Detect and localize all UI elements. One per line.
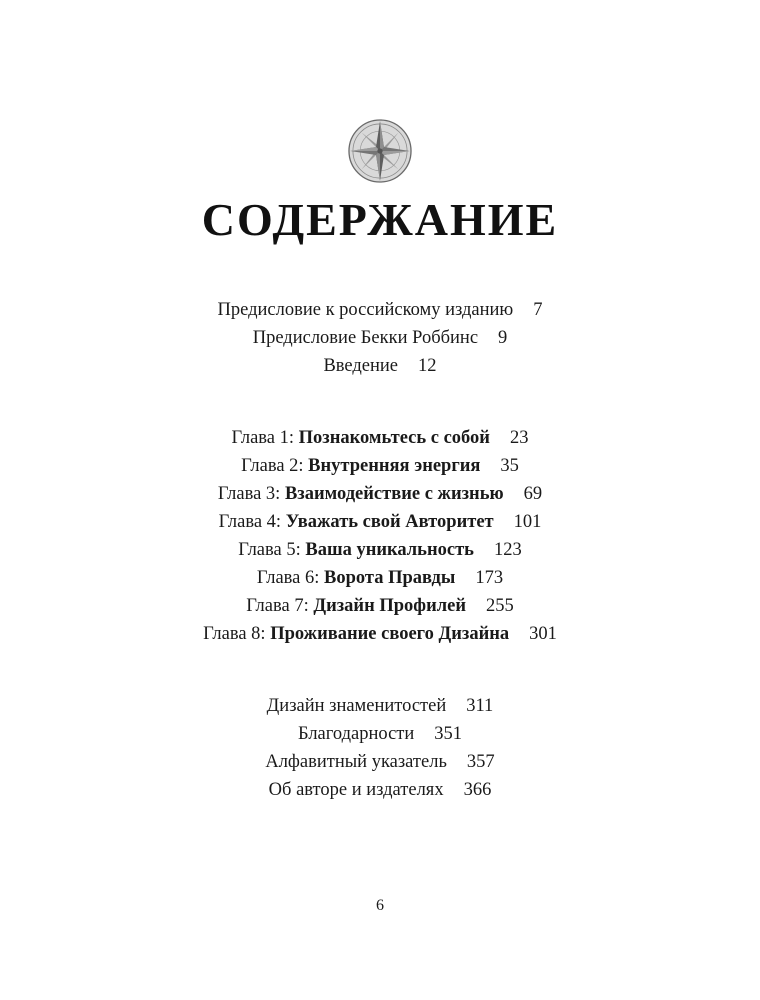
chapter-page: 255 — [486, 596, 514, 616]
compass-rose-icon — [347, 118, 413, 184]
toc-chapter-entry[interactable] — [0, 452, 760, 480]
toc-entry-title: Введение — [323, 356, 399, 376]
chapter-label: Глава 7: — [246, 596, 314, 616]
toc-entry-page: 357 — [466, 752, 495, 772]
chapter-title: Внутренняя энергия — [308, 456, 481, 476]
toc-entry-title: Благодарности — [297, 724, 415, 744]
toc-entry[interactable] — [0, 352, 760, 380]
page-title: СОДЕРЖАНИЕ — [201, 194, 559, 245]
chapter-page: 101 — [513, 512, 542, 532]
toc-chapter-entry[interactable] — [0, 620, 760, 648]
chapter-label: Глава 2: — [241, 456, 309, 476]
chapter-title: Взаимодействие с жизнью — [284, 484, 504, 504]
chapter-label: Глава 3: — [217, 484, 285, 504]
chapter-page: 35 — [500, 456, 519, 476]
toc-entry-title: Предисловие Бекки Роббинс — [252, 328, 479, 348]
chapter-page: 69 — [523, 484, 543, 504]
chapter-page: 23 — [509, 428, 529, 448]
front-matter-list — [0, 296, 760, 380]
chapter-label: Глава 1: — [231, 428, 299, 448]
toc-entry-page: 12 — [418, 356, 437, 376]
toc-entry[interactable] — [0, 324, 760, 352]
chapter-label: Глава 4: — [218, 512, 286, 532]
toc-entry-title: Об авторе и издателях — [268, 780, 444, 800]
toc-chapter-entry[interactable] — [0, 592, 760, 620]
toc-entry[interactable] — [0, 720, 760, 748]
toc-entry-title: Алфавитный указатель — [265, 752, 447, 772]
chapter-label: Глава 5: — [238, 540, 306, 560]
toc-entry-page: 9 — [498, 328, 508, 348]
chapter-title: Ворота Правды — [324, 568, 456, 588]
toc-entry[interactable] — [0, 776, 760, 804]
chapter-page: 173 — [475, 568, 504, 588]
toc-entry[interactable] — [0, 692, 760, 720]
toc-entry-page: 7 — [533, 300, 543, 320]
toc-entry[interactable] — [0, 296, 760, 324]
toc-chapter-entry[interactable] — [0, 480, 760, 508]
toc-entry-page: 366 — [463, 780, 492, 800]
toc-entry-page: 311 — [466, 696, 494, 716]
chapter-title: Проживание своего Дизайна — [270, 624, 510, 644]
toc-entry-page: 351 — [434, 724, 463, 744]
toc-chapter-entry[interactable] — [0, 424, 760, 452]
chapter-title: Познакомьтесь с собой — [298, 428, 490, 448]
chapters-list — [0, 424, 760, 648]
toc-chapter-entry[interactable] — [0, 536, 760, 564]
toc-chapter-entry[interactable] — [0, 564, 760, 592]
chapter-page: 301 — [529, 624, 557, 644]
chapter-page: 123 — [493, 540, 522, 560]
toc-entry-title: Дизайн знаменитостей — [266, 696, 447, 716]
chapter-title: Ваша уникальность — [305, 540, 474, 560]
chapter-label: Глава 8: — [203, 624, 271, 644]
chapter-title: Дизайн Профилей — [313, 596, 466, 616]
chapter-label: Глава 6: — [256, 568, 324, 588]
toc-entry-title: Предисловие к российскому изданию — [217, 300, 514, 320]
page-number: 6 — [376, 897, 384, 914]
toc-entry[interactable] — [0, 748, 760, 776]
chapter-title: Уважать свой Авторитет — [285, 512, 494, 532]
back-matter-list — [0, 692, 760, 804]
toc-chapter-entry[interactable] — [0, 508, 760, 536]
